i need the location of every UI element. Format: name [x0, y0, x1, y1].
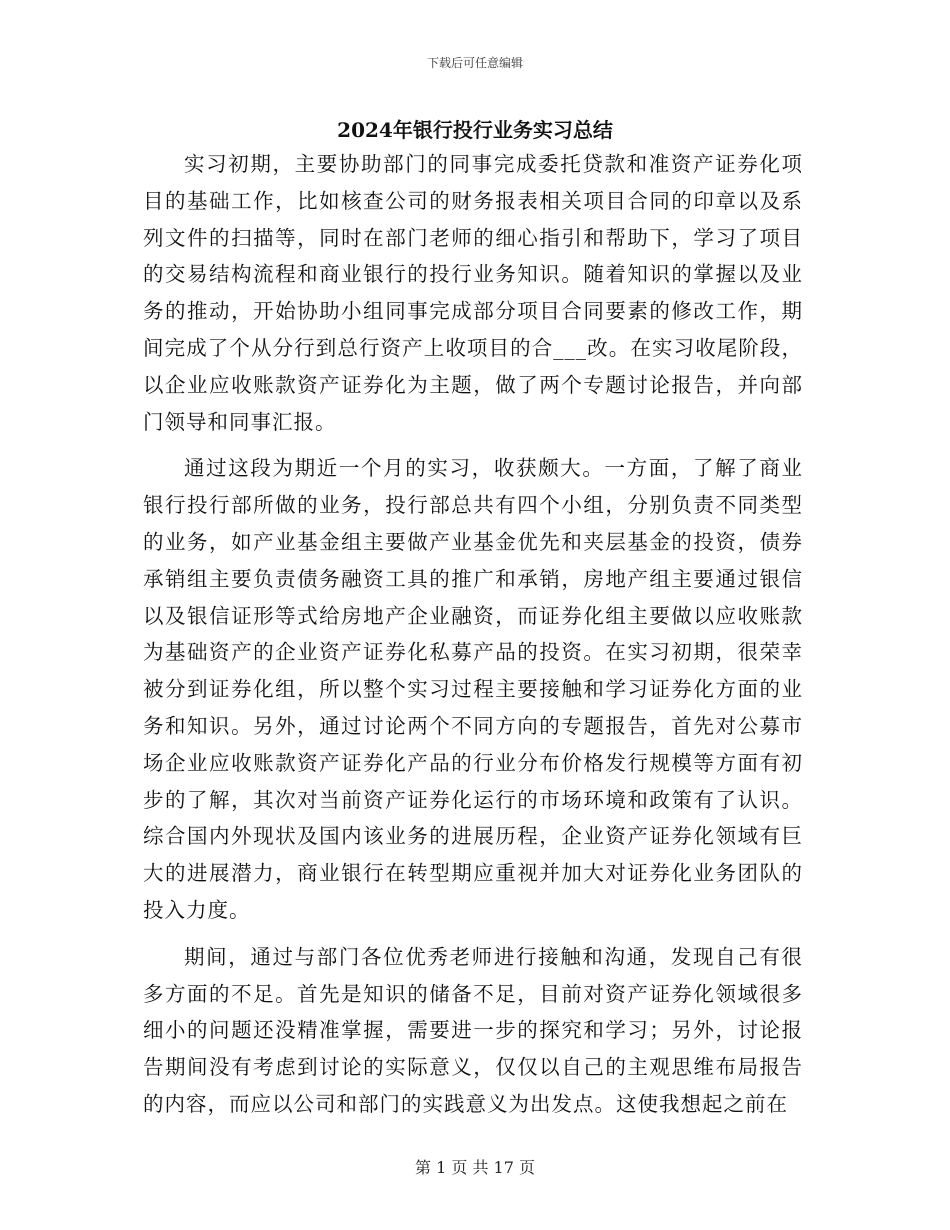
body-paragraph: 通过这段为期近一个月的实习，收获颇大。一方面，了解了商业银行投行部所做的业务，投行部总共有四个小组，分别负责不同类型的业务，如产业基金组主要做产业基金优先和夹层基金的投资，债券承销组主要负责债务融资工具的推广和承销，房地产组主要通过银信以及银信证形等式给房地产企业融资，而证券化组主要做以应收账款为基础资产的企业资产证券化私募产品的投资。在实习初期，很荣幸被分到证券化组，所以整个实习过程主要接触和学习证券化方面的业务和知识。另外，通过讨论两个不同方向的专题报告，首先对公募市场企业应收账款资产证券化产品的行业分布价格发行规模等方面有初步的了解，其次对当前资产证券化运行的市场环境和政策有了认识。综合国内外现状及国内该业务的进展历程，企业资产证券化领域有巨大的进展潜力，商业银行在转型期应重视并加大对证券化业务团队的投入力度。 [143, 456, 803, 922]
body-paragraph: 期间，通过与部门各位优秀老师进行接触和沟通，发现自己有很多方面的不足。首先是知识的储备不足，目前对资产证券化领域很多细小的问题还没精准掌握，需要进一步的探究和学习；另外，讨论报告期间没有考虑到讨论的实际意义，仅仅以自己的主观思维布局报告的内容，而应以公司和部门的实践意义为出发点。这使我想起之前在 [143, 944, 803, 1116]
document-body [143, 146, 803, 1133]
document-title: 2024年银行投行业务实习总结 [337, 118, 613, 142]
page-number: 第 1 页 共 17 页 [415, 1158, 535, 1177]
header-note: 下载后可任意编辑 [426, 56, 523, 70]
body-paragraph: 实习初期，主要协助部门的同事完成委托贷款和准资产证券化项目的基础工作，比如核查公司的财务报表相关项目合同的印章以及系列文件的扫描等，同时在部门老师的细心指引和帮助下，学习了项目的交易结构流程和商业银行的投行业务知识。随着知识的掌握以及业务的推动，开始协助小组同事完成部分项目合同要素的修改工作，期间完成了个从分行到总行资产上收项目的合___改。在实习收尾阶段，以企业应收账款资产证券化为主题，做了两个专题讨论报告，并向部门领导和同事汇报。 [143, 152, 803, 434]
